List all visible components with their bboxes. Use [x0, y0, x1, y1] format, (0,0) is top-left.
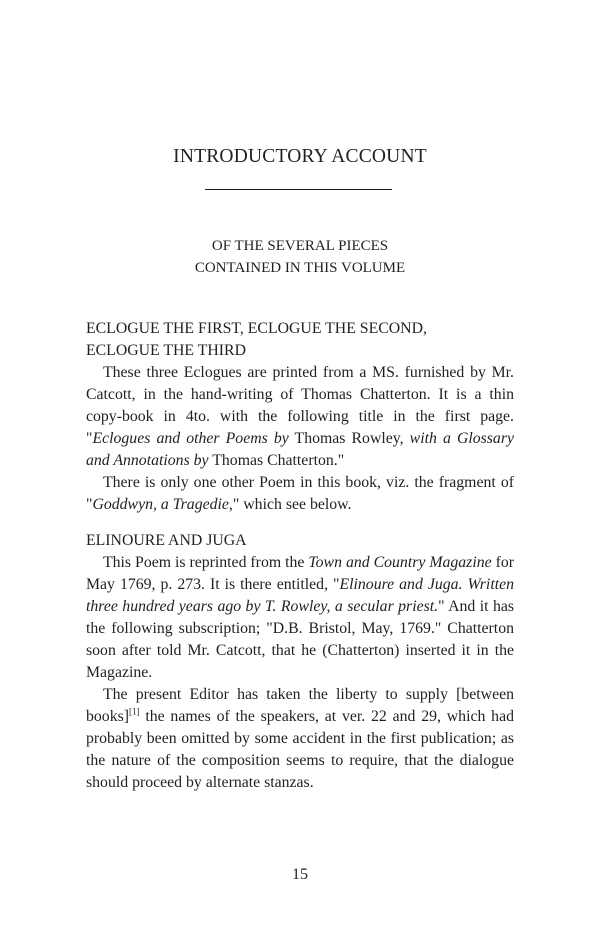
text-run: These three Eclogues are printed from a MS. furnished by Mr. Catcott, in the hand-writing of Thomas Chatterton. It is a thin copy-book in 4to. with the following title in the first page. "	[86, 364, 514, 447]
heading-line-2: ECLOGUE THE THIRD	[86, 342, 247, 359]
section-heading-elinoure: ELINOURE AND JUGA	[86, 532, 247, 549]
paragraph	[86, 472, 514, 516]
footnote-link[interactable]: [1]	[129, 706, 140, 717]
text-run: There is only one other Poem in this book, viz. the fragment of "	[86, 474, 514, 513]
paragraph	[86, 684, 514, 794]
text-run: for May 1769, p. 273. It is there entitled, "	[86, 554, 514, 593]
text-run: " And it has the following subscription; "D.B. Bristol, May, 1769." Chatterton soon after told Mr. Catcott, that he (Chatterton) inserted it in the Magazine.	[86, 598, 514, 681]
text-run: The present Editor has taken the liberty to supply [between books]	[86, 686, 514, 725]
italic-run: with a Glossary and Annotations by	[86, 430, 514, 469]
italic-run: Goddwyn, a Tragedie	[92, 496, 229, 513]
text-run: Thomas Rowley,	[288, 430, 410, 447]
paragraph	[86, 552, 514, 684]
heading-line-1: ECLOGUE THE FIRST, ECLOGUE THE SECOND,	[86, 320, 427, 337]
text-run: ," which see below.	[228, 496, 352, 513]
text-run: the names of the speakers, at ver. 22 and 29, which had probably been omitted by some accident in the first publication; as the nature of the composition seems to require, that the dialogue should proceed by alternate stanzas.	[86, 708, 514, 791]
title-rule	[205, 189, 392, 190]
subtitle	[0, 235, 600, 279]
section-heading-eclogues	[86, 318, 514, 362]
text-run: This Poem is reprinted from the	[103, 554, 309, 571]
subtitle-line-1: OF THE SEVERAL PIECES	[211, 238, 389, 254]
section-eclogues	[86, 318, 514, 516]
page-number: 15	[292, 866, 308, 883]
paragraph	[86, 362, 514, 472]
italic-run: Town and Country Magazine	[308, 554, 492, 571]
subtitle-line-2: CONTAINED IN THIS VOLUME	[194, 260, 406, 276]
section-elinoure	[86, 530, 514, 794]
page-title: INTRODUCTORY ACCOUNT	[173, 146, 427, 167]
italic-run: Eclogues and other Poems by	[92, 430, 289, 447]
italic-run: Elinoure and Juga. Written three hundred years ago by T. Rowley, a secular priest.	[86, 576, 515, 615]
text-run: Thomas Chatterton."	[208, 452, 345, 469]
